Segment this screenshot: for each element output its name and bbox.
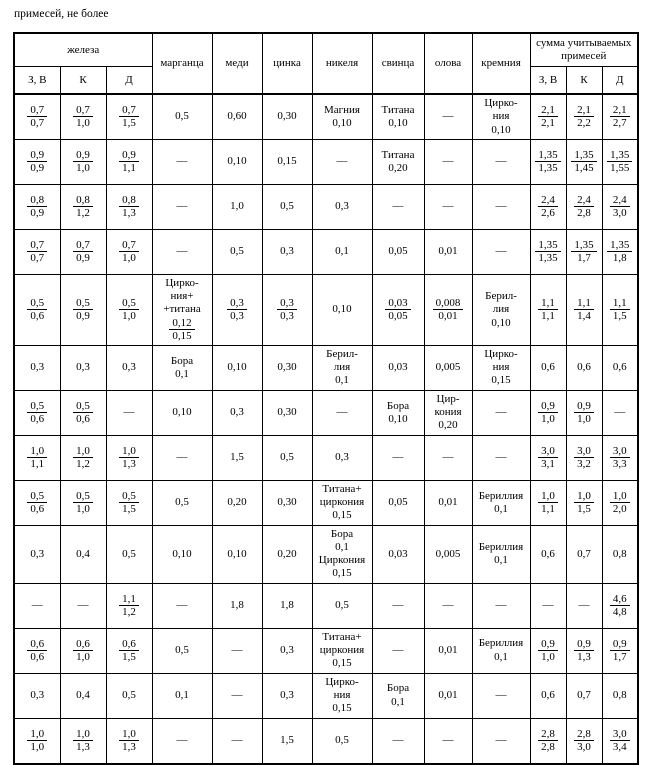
- cell-zinc: 0,30: [262, 94, 312, 140]
- cell-copper: 0,10: [212, 525, 262, 583]
- cell-sum-zv: $\frac{1,35}{1,35}$: [530, 140, 566, 185]
- cell-sum-d: $\frac{3,0}{3,4}$: [602, 718, 638, 764]
- header-group-iron: железа: [14, 33, 152, 67]
- cell-manganese: 0,1: [152, 673, 212, 718]
- cell-silicon: Бериллия 0,1: [472, 525, 530, 583]
- cell-iron-d: $\frac{0,8}{1,3}$: [106, 185, 152, 230]
- table-row: [14, 480, 638, 525]
- cell-silicon: —: [472, 718, 530, 764]
- cell-manganese: Бора 0,1: [152, 345, 212, 390]
- cell-lead: 0,05: [372, 480, 424, 525]
- cell-nickel: 0,1: [312, 230, 372, 275]
- cell-zinc: 0,5: [262, 185, 312, 230]
- cell-sum-k: $\frac{1,35}{1,7}$: [566, 230, 602, 275]
- cell-sum-zv: —: [530, 583, 566, 628]
- table-row: [14, 583, 638, 628]
- cell-copper: —: [212, 673, 262, 718]
- table-row: [14, 345, 638, 390]
- cell-sum-d: $\frac{1,0}{2,0}$: [602, 480, 638, 525]
- cell-sum-k: 0,7: [566, 673, 602, 718]
- table-caption: примесей, не более: [14, 8, 109, 20]
- cell-lead: —: [372, 435, 424, 480]
- cell-sum-zv: $\frac{1,35}{1,35}$: [530, 230, 566, 275]
- cell-silicon: Бериллия 0,1: [472, 480, 530, 525]
- cell-iron-k: 0,4: [60, 673, 106, 718]
- cell-copper: 0,10: [212, 345, 262, 390]
- cell-iron-k: $\frac{1,0}{1,3}$: [60, 718, 106, 764]
- cell-copper: 1,8: [212, 583, 262, 628]
- cell-manganese: Цирко- ния+ +титана $\frac{0,12}{0,15}$: [152, 275, 212, 346]
- table-row: [14, 185, 638, 230]
- cell-copper: —: [212, 628, 262, 673]
- cell-sum-d: $\frac{1,1}{1,5}$: [602, 275, 638, 346]
- cell-tin: —: [424, 583, 472, 628]
- cell-iron-zv: $\frac{0,6}{0,6}$: [14, 628, 60, 673]
- cell-sum-k: $\frac{2,4}{2,8}$: [566, 185, 602, 230]
- cell-lead: Бора 0,1: [372, 673, 424, 718]
- cell-nickel: —: [312, 390, 372, 435]
- header-col-manganese: марганца: [152, 33, 212, 94]
- cell-zinc: 0,15: [262, 140, 312, 185]
- table-row: [14, 275, 638, 346]
- cell-lead: $\frac{0,03}{0,05}$: [372, 275, 424, 346]
- table-row: [14, 230, 638, 275]
- cell-iron-zv: $\frac{1,0}{1,1}$: [14, 435, 60, 480]
- cell-iron-d: $\frac{0,6}{1,5}$: [106, 628, 152, 673]
- cell-iron-k: 0,4: [60, 525, 106, 583]
- cell-sum-zv: $\frac{2,4}{2,6}$: [530, 185, 566, 230]
- cell-lead: —: [372, 583, 424, 628]
- cell-nickel: Титана+ циркония 0,15: [312, 480, 372, 525]
- cell-silicon: —: [472, 583, 530, 628]
- cell-iron-d: $\frac{1,0}{1,3}$: [106, 435, 152, 480]
- header-col-lead: свинца: [372, 33, 424, 94]
- cell-sum-zv: $\frac{2,1}{2,1}$: [530, 94, 566, 140]
- cell-zinc: 0,3: [262, 230, 312, 275]
- cell-zinc: 1,8: [262, 583, 312, 628]
- table-row: [14, 94, 638, 140]
- cell-sum-k: $\frac{1,35}{1,45}$: [566, 140, 602, 185]
- cell-lead: 0,05: [372, 230, 424, 275]
- cell-sum-d: $\frac{4,6}{4,8}$: [602, 583, 638, 628]
- cell-sum-d: $\frac{2,4}{3,0}$: [602, 185, 638, 230]
- cell-manganese: 0,5: [152, 94, 212, 140]
- cell-sum-d: $\frac{3,0}{3,3}$: [602, 435, 638, 480]
- cell-silicon: —: [472, 390, 530, 435]
- cell-iron-zv: $\frac{0,5}{0,6}$: [14, 275, 60, 346]
- cell-tin: 0,01: [424, 230, 472, 275]
- cell-sum-k: $\frac{3,0}{3,2}$: [566, 435, 602, 480]
- cell-tin: —: [424, 185, 472, 230]
- table-row: [14, 390, 638, 435]
- cell-sum-zv: 0,6: [530, 673, 566, 718]
- cell-manganese: —: [152, 435, 212, 480]
- table-row: [14, 718, 638, 764]
- cell-manganese: —: [152, 185, 212, 230]
- cell-sum-d: 0,8: [602, 673, 638, 718]
- header-col-nickel: никеля: [312, 33, 372, 94]
- cell-iron-k: $\frac{0,5}{1,0}$: [60, 480, 106, 525]
- cell-iron-zv: $\frac{0,5}{0,6}$: [14, 390, 60, 435]
- cell-nickel: 0,5: [312, 718, 372, 764]
- cell-iron-zv: 0,3: [14, 673, 60, 718]
- cell-sum-k: $\frac{2,1}{2,2}$: [566, 94, 602, 140]
- cell-iron-d: 0,5: [106, 525, 152, 583]
- cell-iron-zv: $\frac{0,8}{0,9}$: [14, 185, 60, 230]
- cell-lead: Титана 0,20: [372, 140, 424, 185]
- cell-lead: —: [372, 718, 424, 764]
- cell-sum-zv: $\frac{3,0}{3,1}$: [530, 435, 566, 480]
- cell-iron-k: 0,3: [60, 345, 106, 390]
- cell-iron-zv: $\frac{0,9}{0,9}$: [14, 140, 60, 185]
- cell-tin: 0,005: [424, 345, 472, 390]
- table-row: [14, 628, 638, 673]
- cell-lead: 0,03: [372, 345, 424, 390]
- cell-iron-k: $\frac{0,7}{1,0}$: [60, 94, 106, 140]
- header-col-tin: олова: [424, 33, 472, 94]
- cell-zinc: 1,5: [262, 718, 312, 764]
- cell-sum-d: $\frac{0,9}{1,7}$: [602, 628, 638, 673]
- header-col-zinc: цинка: [262, 33, 312, 94]
- cell-sum-k: $\frac{1,0}{1,5}$: [566, 480, 602, 525]
- cell-zinc: 0,20: [262, 525, 312, 583]
- cell-manganese: —: [152, 230, 212, 275]
- cell-silicon: —: [472, 185, 530, 230]
- cell-tin: 0,01: [424, 480, 472, 525]
- cell-iron-k: —: [60, 583, 106, 628]
- cell-sum-zv: $\frac{1,0}{1,1}$: [530, 480, 566, 525]
- table-row: [14, 673, 638, 718]
- cell-iron-k: $\frac{0,5}{0,6}$: [60, 390, 106, 435]
- cell-iron-zv: $\frac{0,7}{0,7}$: [14, 94, 60, 140]
- cell-tin: 0,01: [424, 673, 472, 718]
- cell-manganese: 0,5: [152, 628, 212, 673]
- cell-silicon: —: [472, 230, 530, 275]
- cell-iron-zv: $\frac{0,5}{0,6}$: [14, 480, 60, 525]
- cell-tin: —: [424, 718, 472, 764]
- cell-silicon: —: [472, 673, 530, 718]
- cell-iron-k: $\frac{0,9}{1,0}$: [60, 140, 106, 185]
- cell-silicon: Берил- лия 0,10: [472, 275, 530, 346]
- cell-sum-zv: $\frac{0,9}{1,0}$: [530, 390, 566, 435]
- cell-iron-zv: $\frac{1,0}{1,0}$: [14, 718, 60, 764]
- cell-lead: Титана 0,10: [372, 94, 424, 140]
- header-iron-d: Д: [106, 67, 152, 95]
- cell-tin: Цир- кония 0,20: [424, 390, 472, 435]
- cell-sum-zv: $\frac{2,8}{2,8}$: [530, 718, 566, 764]
- header-sum-k: К: [566, 67, 602, 95]
- cell-nickel: Берил- лия 0,1: [312, 345, 372, 390]
- cell-zinc: $\frac{0,3}{0,3}$: [262, 275, 312, 346]
- cell-iron-k: $\frac{0,8}{1,2}$: [60, 185, 106, 230]
- cell-nickel: Цирко- ния 0,15: [312, 673, 372, 718]
- cell-silicon: —: [472, 140, 530, 185]
- cell-sum-d: 0,8: [602, 525, 638, 583]
- cell-sum-k: $\frac{0,9}{1,3}$: [566, 628, 602, 673]
- cell-iron-k: $\frac{0,6}{1,0}$: [60, 628, 106, 673]
- cell-sum-k: —: [566, 583, 602, 628]
- cell-sum-zv: $\frac{1,1}{1,1}$: [530, 275, 566, 346]
- cell-manganese: 0,10: [152, 525, 212, 583]
- table-header-top-row: [14, 33, 638, 67]
- cell-iron-d: 0,5: [106, 673, 152, 718]
- cell-iron-zv: —: [14, 583, 60, 628]
- header-iron-zv: З, В: [14, 67, 60, 95]
- cell-sum-k: 0,6: [566, 345, 602, 390]
- cell-silicon: —: [472, 435, 530, 480]
- cell-silicon: Цирко- ния 0,10: [472, 94, 530, 140]
- cell-copper: 0,10: [212, 140, 262, 185]
- cell-sum-d: $\frac{1,35}{1,8}$: [602, 230, 638, 275]
- cell-iron-d: $\frac{1,1}{1,2}$: [106, 583, 152, 628]
- header-sum-d: Д: [602, 67, 638, 95]
- header-col-copper: меди: [212, 33, 262, 94]
- header-col-silicon: кремния: [472, 33, 530, 94]
- cell-sum-k: $\frac{0,9}{1,0}$: [566, 390, 602, 435]
- cell-iron-d: 0,3: [106, 345, 152, 390]
- cell-sum-k: 0,7: [566, 525, 602, 583]
- cell-copper: 0,3: [212, 390, 262, 435]
- cell-manganese: 0,5: [152, 480, 212, 525]
- cell-tin: 0,005: [424, 525, 472, 583]
- cell-iron-d: —: [106, 390, 152, 435]
- cell-manganese: —: [152, 140, 212, 185]
- cell-copper: $\frac{0,3}{0,3}$: [212, 275, 262, 346]
- cell-tin: $\frac{0,008}{0,01}$: [424, 275, 472, 346]
- cell-iron-d: $\frac{0,5}{1,5}$: [106, 480, 152, 525]
- cell-iron-d: $\frac{0,7}{1,0}$: [106, 230, 152, 275]
- cell-tin: —: [424, 140, 472, 185]
- cell-lead: 0,03: [372, 525, 424, 583]
- cell-iron-k: $\frac{0,5}{0,9}$: [60, 275, 106, 346]
- cell-nickel: —: [312, 140, 372, 185]
- cell-iron-k: $\frac{0,7}{0,9}$: [60, 230, 106, 275]
- cell-sum-zv: 0,6: [530, 525, 566, 583]
- cell-tin: —: [424, 435, 472, 480]
- cell-nickel: 0,5: [312, 583, 372, 628]
- header-iron-k: К: [60, 67, 106, 95]
- cell-sum-d: $\frac{2,1}{2,7}$: [602, 94, 638, 140]
- cell-zinc: 0,30: [262, 345, 312, 390]
- cell-manganese: 0,10: [152, 390, 212, 435]
- cell-manganese: —: [152, 718, 212, 764]
- cell-zinc: 0,3: [262, 673, 312, 718]
- cell-nickel: 0,3: [312, 185, 372, 230]
- cell-zinc: 0,30: [262, 480, 312, 525]
- cell-nickel: Бора 0,1 Циркония 0,15: [312, 525, 372, 583]
- cell-tin: 0,01: [424, 628, 472, 673]
- cell-iron-d: $\frac{0,5}{1,0}$: [106, 275, 152, 346]
- cell-tin: —: [424, 94, 472, 140]
- cell-iron-zv: $\frac{0,7}{0,7}$: [14, 230, 60, 275]
- cell-sum-k: $\frac{1,1}{1,4}$: [566, 275, 602, 346]
- cell-silicon: Бериллия 0,1: [472, 628, 530, 673]
- cell-copper: 1,5: [212, 435, 262, 480]
- cell-manganese: —: [152, 583, 212, 628]
- cell-lead: —: [372, 185, 424, 230]
- cell-nickel: Магния 0,10: [312, 94, 372, 140]
- cell-sum-k: $\frac{2,8}{3,0}$: [566, 718, 602, 764]
- cell-copper: 0,60: [212, 94, 262, 140]
- cell-nickel: 0,10: [312, 275, 372, 346]
- table-row: [14, 525, 638, 583]
- cell-iron-d: $\frac{1,0}{1,3}$: [106, 718, 152, 764]
- table-row: [14, 140, 638, 185]
- cell-iron-d: $\frac{0,7}{1,5}$: [106, 94, 152, 140]
- cell-zinc: 0,5: [262, 435, 312, 480]
- header-group-sum: сумма учитываемых примесей: [530, 33, 638, 67]
- cell-sum-zv: $\frac{0,9}{1,0}$: [530, 628, 566, 673]
- table-row: [14, 435, 638, 480]
- cell-sum-d: —: [602, 390, 638, 435]
- cell-iron-zv: 0,3: [14, 345, 60, 390]
- cell-copper: 1,0: [212, 185, 262, 230]
- cell-sum-zv: 0,6: [530, 345, 566, 390]
- cell-nickel: 0,3: [312, 435, 372, 480]
- impurities-table: [13, 32, 639, 765]
- cell-sum-d: $\frac{1,35}{1,55}$: [602, 140, 638, 185]
- cell-iron-zv: 0,3: [14, 525, 60, 583]
- table-body: [14, 94, 638, 764]
- cell-nickel: Титана+ циркония 0,15: [312, 628, 372, 673]
- cell-iron-d: $\frac{0,9}{1,1}$: [106, 140, 152, 185]
- cell-zinc: 0,3: [262, 628, 312, 673]
- cell-copper: 0,5: [212, 230, 262, 275]
- cell-silicon: Цирко- ния 0,15: [472, 345, 530, 390]
- cell-lead: Бора 0,10: [372, 390, 424, 435]
- cell-sum-d: 0,6: [602, 345, 638, 390]
- cell-iron-k: $\frac{1,0}{1,2}$: [60, 435, 106, 480]
- cell-zinc: 0,30: [262, 390, 312, 435]
- cell-copper: —: [212, 718, 262, 764]
- cell-lead: —: [372, 628, 424, 673]
- cell-copper: 0,20: [212, 480, 262, 525]
- header-sum-zv: З, В: [530, 67, 566, 95]
